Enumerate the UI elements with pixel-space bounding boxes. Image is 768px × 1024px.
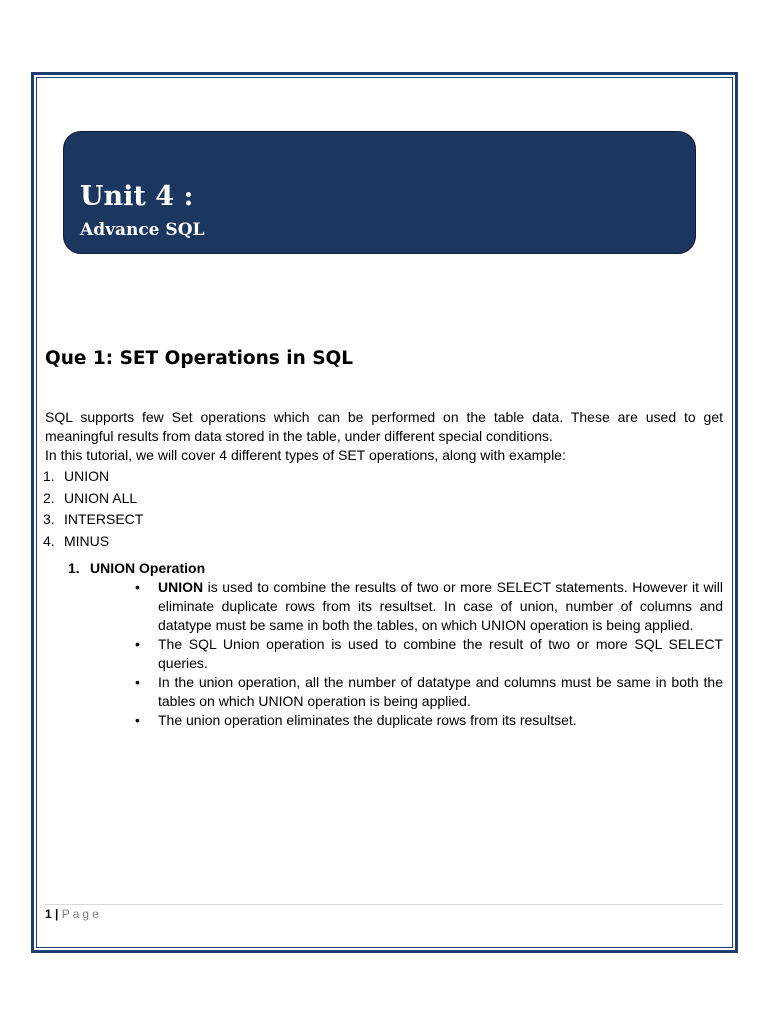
unit-banner xyxy=(63,131,696,254)
select-keyword: SELECT xyxy=(496,579,551,595)
list-item: 2. UNION ALL xyxy=(43,490,138,506)
list-item: • In the union operation, all the number of datatype and columns must be same in both the tables on which UNION operation is being applied. xyxy=(135,674,723,709)
list-item: 4. MINUS xyxy=(43,533,110,549)
section-heading: Que 1: SET Operations in SQL xyxy=(45,348,354,369)
bullet-icon: • xyxy=(135,579,140,595)
page-number: 1 xyxy=(45,907,52,921)
list-item: 3. INTERSECT xyxy=(43,511,144,527)
page-label: Page xyxy=(61,907,102,921)
footer-divider xyxy=(45,904,723,905)
intro-paragraph: SQL supports few Set operations which can be performed on the table data. These are used to get meaningful results from data stored in the table, under different special conditions. xyxy=(45,409,723,444)
unit-title: Unit 4 : xyxy=(80,181,194,212)
footer-separator: | xyxy=(55,907,59,921)
page-footer xyxy=(45,906,102,922)
bullet-icon: • xyxy=(135,636,140,652)
union-bullet-list xyxy=(135,578,724,730)
list-item: 1. UNION xyxy=(43,468,110,484)
bullet-icon: • xyxy=(135,712,140,728)
list-item: • The SQL Union operation is used to combine the result of two or more SQL SELECT queries. xyxy=(135,636,723,671)
unit-subtitle: Advance SQL xyxy=(80,220,205,240)
union-operation-heading: 1. UNION Operation xyxy=(68,560,206,576)
list-item: • UNION is used to combine the results of two or more SELECT statements. However it will eliminate duplicate rows from its resultset. In case of union, number of columns and datatype must be same in both the tables, on which UNION operation is being applied. xyxy=(135,579,724,633)
bullet-icon: • xyxy=(135,674,140,690)
list-item: • The union operation eliminates the duplicate rows from its resultset. xyxy=(135,712,577,728)
tutorial-line: In this tutorial, we will cover 4 different types of SET operations, along with example: xyxy=(45,447,566,463)
